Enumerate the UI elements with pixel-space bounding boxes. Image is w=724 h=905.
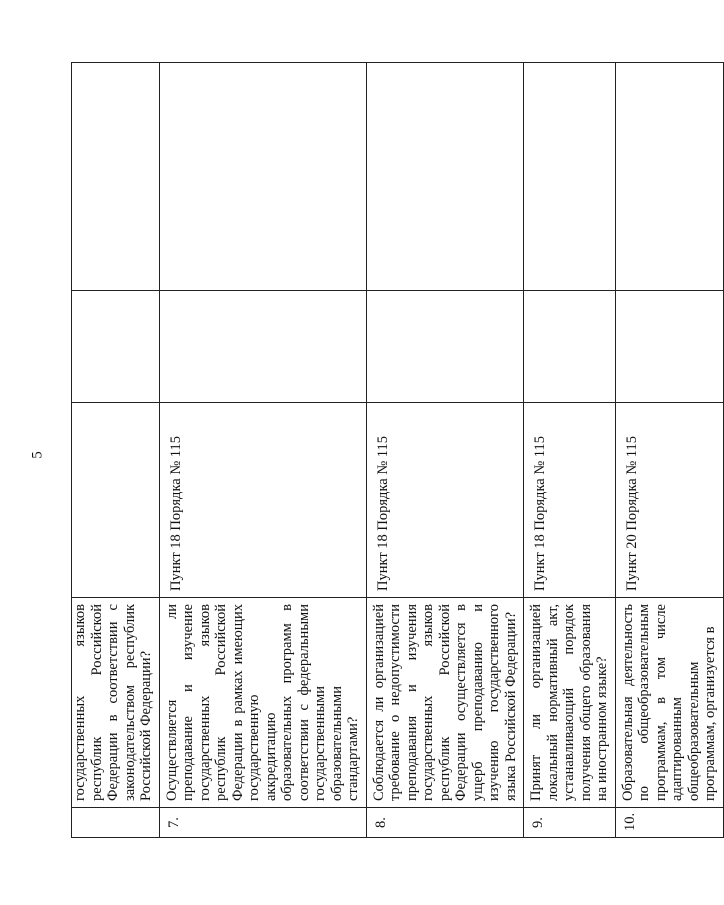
reference-cell: Пункт 18 Порядка № 115: [524, 403, 616, 598]
row-number: [72, 808, 160, 838]
reference-cell: Пункт 18 Порядка № 115: [159, 403, 366, 598]
table-row: [524, 63, 616, 838]
rotated-table-container: [71, 63, 718, 838]
question-cell: Соблюдается ли организацией требование о недопустимости преподавания и изучения государственных языков республик Российской Федерации осуществляется в ущерб преподаванию и изучению государственного языка Российской Федерации?: [366, 598, 524, 808]
table-row: [159, 63, 366, 838]
table-row: [72, 63, 160, 838]
reference-cell: Пункт 18 Порядка № 115: [366, 403, 524, 598]
empty-cell: [72, 63, 160, 291]
row-number: 9.: [524, 808, 616, 838]
row-number: 8.: [366, 808, 524, 838]
checklist-table: [71, 62, 724, 838]
empty-cell: [524, 63, 616, 291]
empty-cell: [615, 291, 723, 403]
row-number: 7.: [159, 808, 366, 838]
reference-cell: Пункт 20 Порядка № 115: [615, 403, 723, 598]
question-cell: Образовательная деятельность по общеобразовательным программам, в том числе адаптированным общеобразовательным программам, организуется в: [615, 598, 723, 808]
empty-cell: [615, 63, 723, 291]
empty-cell: [159, 63, 366, 291]
empty-cell: [159, 291, 366, 403]
empty-cell: [366, 291, 524, 403]
question-cell: Принят ли организацией локальный нормативный акт, устанавливающий порядок получения общего образования на иностранном языке?: [524, 598, 616, 808]
row-number: 10.: [615, 808, 723, 838]
question-cell: государственных языков республик Российской Федерации в соответствии с законодательством республик Российской Федерации?: [72, 598, 160, 808]
page-number: 5: [29, 451, 46, 459]
question-cell: Осуществляется ли преподавание и изучение государственных языков республик Российской Федерации в рамках имеющих государственную аккредитацию образовательных программ в соответствии с федеральными государственными образовательными стандартами?: [159, 598, 366, 808]
table-row: [615, 63, 723, 838]
table-row: [366, 63, 524, 838]
empty-cell: [366, 63, 524, 291]
empty-cell: [524, 291, 616, 403]
empty-cell: [72, 291, 160, 403]
reference-cell: [72, 403, 160, 598]
